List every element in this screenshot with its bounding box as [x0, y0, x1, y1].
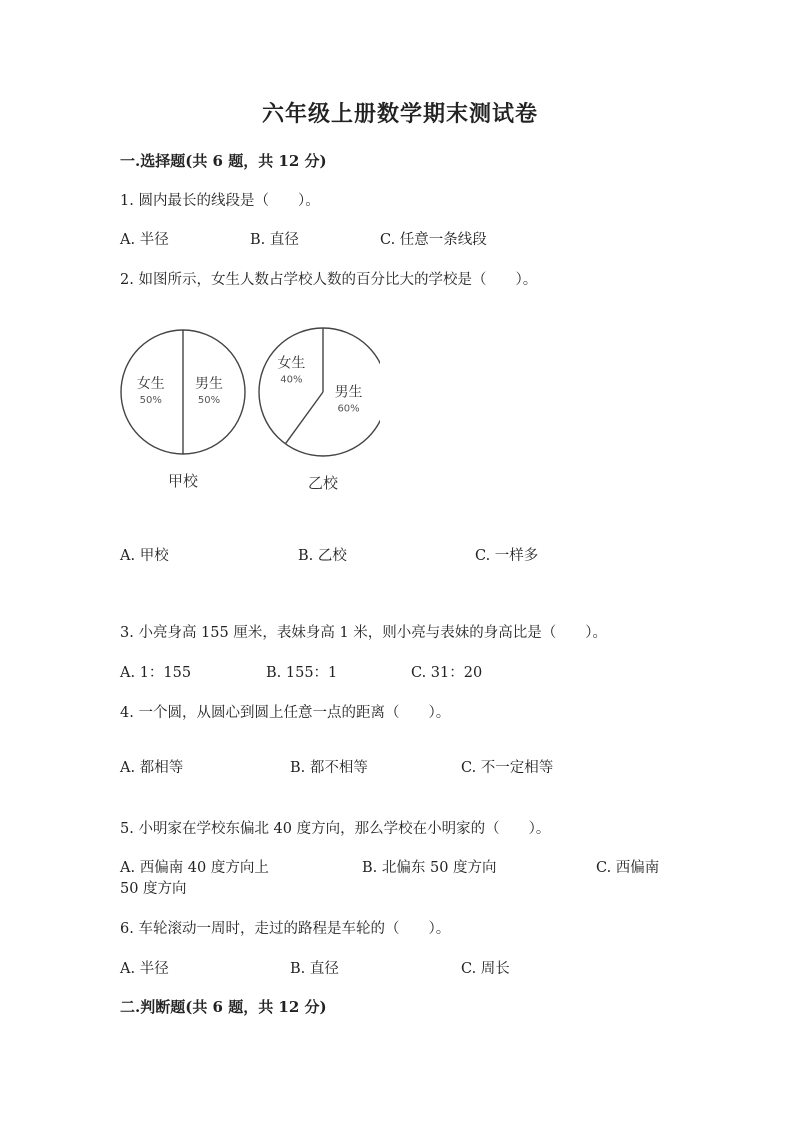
section-heading-judgement: 二.判断题(共 6 题，共 12 分) [120, 998, 327, 1016]
pie-chart-jia [121, 330, 245, 490]
q1-option-c: C. 任意一条线段 [380, 232, 487, 248]
q6-option-c: C. 周长 [461, 961, 510, 977]
q3-option-b: B. 155：1 [266, 665, 338, 681]
question-2: 2. 如图所示，女生人数占学校人数的百分比大的学校是（ ）。 [120, 272, 538, 288]
question-6: 6. 车轮滚动一周时，走过的路程是车轮的（ ）。 [120, 921, 451, 937]
page-title: 六年级上册数学期末测试卷 [261, 101, 538, 127]
q1-option-a: A. 半径 [120, 232, 169, 248]
pie-charts-figure [120, 320, 380, 500]
q5-option-c-wrap: 50 度方向 [120, 881, 187, 897]
q5-option-c: C. 西偏南 [596, 860, 660, 876]
pie-chart-title: 乙校 [307, 474, 339, 492]
q2-option-b: B. 乙校 [298, 548, 347, 564]
q3-option-c: C. 31：20 [411, 665, 483, 681]
pie-chart-yi [259, 328, 380, 492]
pie-slice-percent: 40% [280, 374, 303, 386]
q2-option-c: C. 一样多 [475, 548, 539, 564]
question-5: 5. 小明家在学校东偏北 40 度方向，那么学校在小明家的（ ）。 [120, 821, 551, 837]
pie-slice-percent: 50% [139, 395, 162, 406]
q2-option-a: A. 甲校 [120, 548, 169, 564]
pie-slice-label: 女生 [136, 376, 165, 392]
q4-option-b: B. 都不相等 [290, 760, 368, 776]
pie-chart-title: 甲校 [167, 472, 199, 490]
q4-option-c: C. 不一定相等 [461, 760, 554, 776]
q6-option-a: A. 半径 [120, 961, 169, 977]
pie-slice-label: 男生 [195, 376, 224, 392]
q5-option-a: A. 西偏南 40 度方向上 [120, 860, 269, 876]
pie-slice-percent: 60% [337, 403, 360, 415]
pie-slice-boundary [285, 392, 323, 444]
pie-slice-label: 女生 [277, 355, 306, 372]
section-heading-choice: 一.选择题(共 6 题，共 12 分) [120, 152, 327, 170]
q6-option-b: B. 直径 [290, 961, 339, 977]
q4-option-a: A. 都相等 [120, 760, 184, 776]
pie-slice-percent: 50% [197, 395, 221, 406]
question-3: 3. 小亮身高 155 厘米，表妹身高 1 米，则小亮与表妹的身高比是（ ）。 [120, 625, 608, 641]
q3-option-a: A. 1：155 [120, 665, 192, 681]
question-4: 4. 一个圆，从圆心到圆上任意一点的距离（ ）。 [120, 705, 451, 721]
q5-option-b: B. 北偏东 50 度方向 [362, 860, 497, 876]
pie-slice-label: 男生 [334, 384, 363, 401]
question-1: 1. 圆内最长的线段是（ ）。 [120, 193, 320, 209]
q1-option-b: B. 直径 [250, 232, 299, 248]
